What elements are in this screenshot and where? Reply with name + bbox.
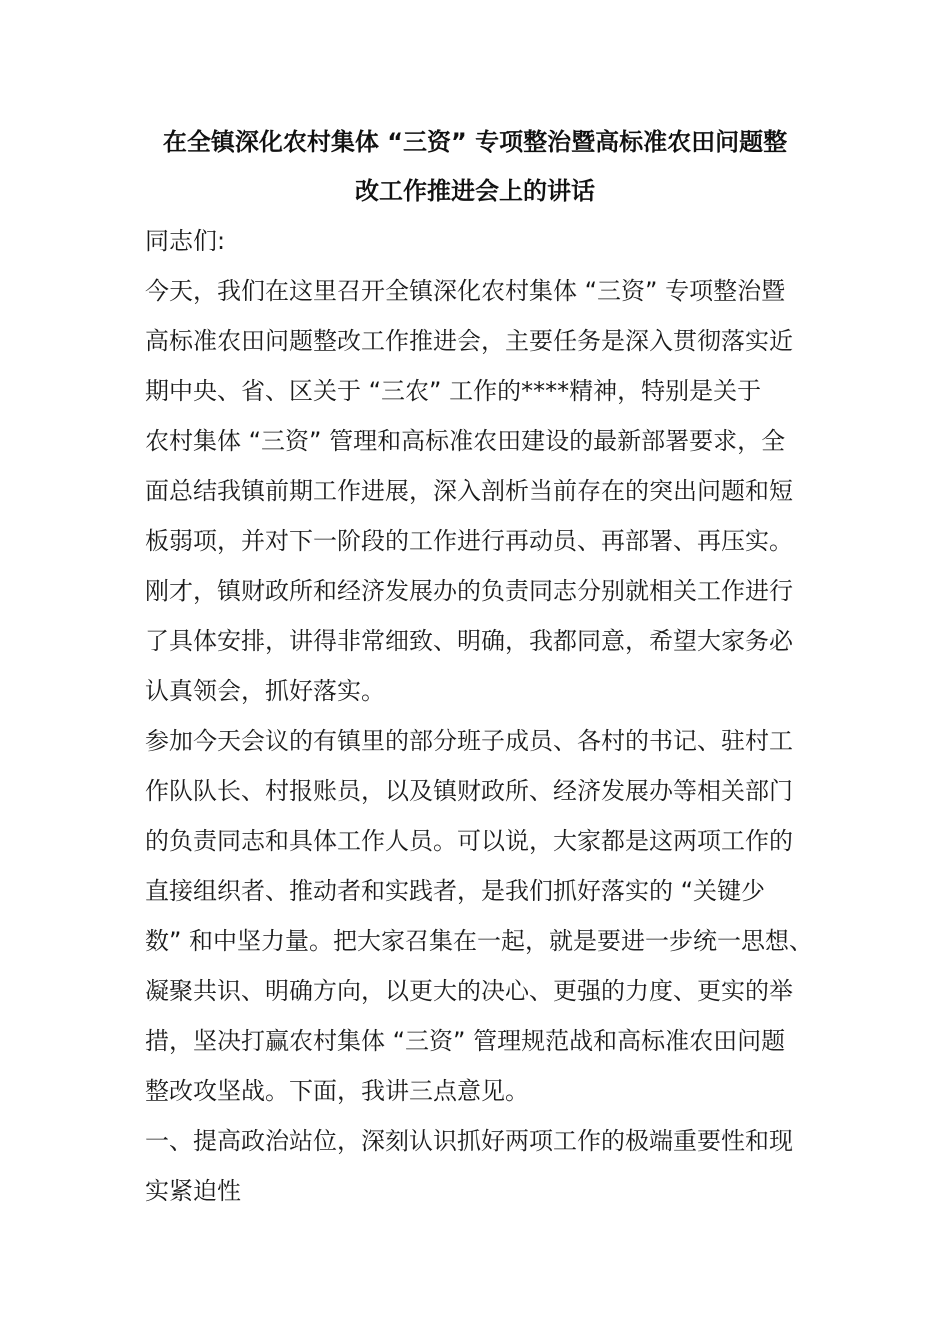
paragraph-line: 刚才，镇财政所和经济发展办的负责同志分别就相关工作进行 xyxy=(145,577,793,605)
paragraph-line: 措，坚决打赢农村集体 “三资” 管理规范战和高标准农田问题 xyxy=(145,1027,786,1055)
salutation: 同志们: xyxy=(145,227,226,255)
paragraph-line: 了具体安排，讲得非常细致、明确，我都同意，希望大家务必 xyxy=(145,627,793,655)
paragraph-line: 的负责同志和具体工作人员。可以说，大家都是这两项工作的 xyxy=(145,827,793,855)
paragraph-line: 期中央、省、区关于 “三农” 工作的****精神，特别是关于 xyxy=(145,377,762,405)
paragraph-line: 直接组织者、推动者和实践者，是我们抓好落实的 “关键少 xyxy=(145,877,766,905)
section-heading-line: 实紧迫性 xyxy=(145,1177,241,1205)
paragraph-line: 板弱项，并对下一阶段的工作进行再动员、再部署、再压实。 xyxy=(145,527,793,555)
paragraph-line: 作队队长、村报账员，以及镇财政所、经济发展办等相关部门 xyxy=(145,777,793,805)
paragraph-line: 整改攻坚战。下面，我讲三点意见。 xyxy=(145,1077,529,1105)
paragraph-line: 认真领会，抓好落实。 xyxy=(145,677,385,705)
paragraph-line: 农村集体 “三资” 管理和高标准农田建设的最新部署要求，全 xyxy=(145,427,786,455)
section-heading-line: 一、提高政治站位，深刻认识抓好两项工作的极端重要性和现 xyxy=(145,1127,793,1155)
paragraph-line: 今天，我们在这里召开全镇深化农村集体 “三资” 专项整治暨 xyxy=(145,277,786,305)
paragraph-line: 参加今天会议的有镇里的部分班子成员、各村的书记、驻村工 xyxy=(145,727,793,755)
paragraph-line: 凝聚共识、明确方向，以更大的决心、更强的力度、更实的举 xyxy=(145,977,793,1005)
paragraph-line: 数” 和中坚力量。把大家召集在一起，就是要进一步统一思想、 xyxy=(145,927,814,955)
paragraph-line: 面总结我镇前期工作进展，深入剖析当前存在的突出问题和短 xyxy=(145,477,793,505)
document-title-line-2: 改工作推进会上的讲话 xyxy=(355,177,595,205)
document-title-line-1: 在全镇深化农村集体 “三资” 专项整治暨高标准农田问题整 xyxy=(162,128,788,156)
paragraph-line: 高标准农田问题整改工作推进会，主要任务是深入贯彻落实近 xyxy=(145,327,793,355)
